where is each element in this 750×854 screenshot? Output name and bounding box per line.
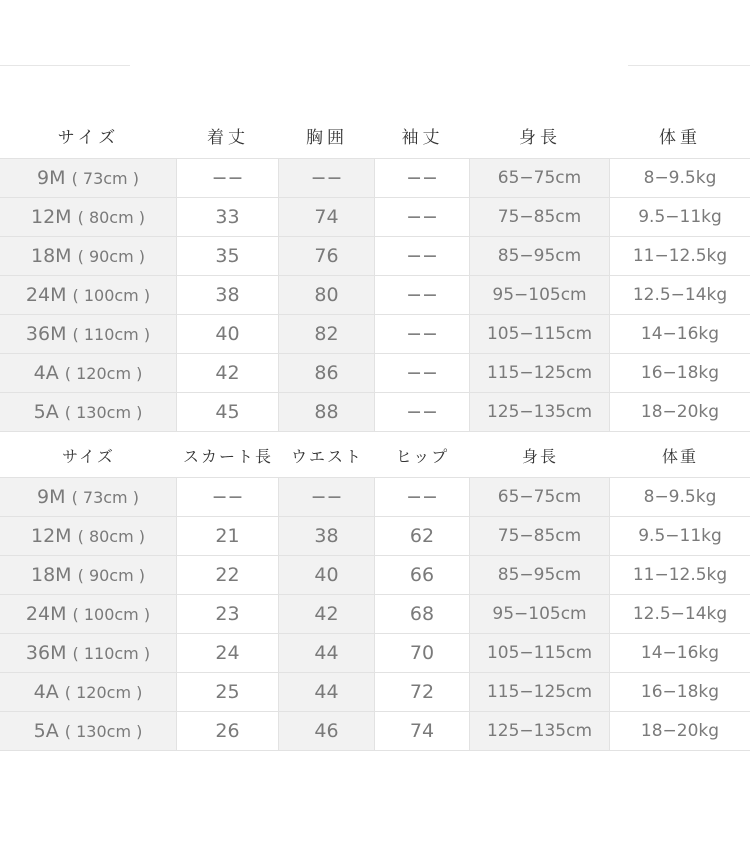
height-cell: 95−105cm <box>470 595 610 633</box>
skirt-length-cell: 22 <box>177 556 279 594</box>
skirt-length-cell: 25 <box>177 673 279 711</box>
table-row <box>0 634 750 673</box>
size-table-tops <box>0 118 750 432</box>
divider-right <box>628 65 750 66</box>
skirt-length-cell: 26 <box>177 712 279 750</box>
chest-cell: −− <box>279 159 375 197</box>
header-height: 身長 <box>519 128 561 148</box>
height-cell: 75−85cm <box>470 198 610 236</box>
height-cell: 125−135cm <box>470 712 610 750</box>
table-row <box>0 478 750 517</box>
sleeve-cell: −− <box>375 315 470 353</box>
table-body <box>0 158 750 432</box>
table-row <box>0 673 750 712</box>
sleeve-cell: −− <box>375 276 470 314</box>
weight-cell: 9.5−11kg <box>638 526 722 546</box>
header-height: 身長 <box>521 447 558 466</box>
size-cell: 5A ( 130cm ) <box>0 712 177 750</box>
hip-cell: 68 <box>375 595 470 633</box>
skirt-length-cell: 23 <box>177 595 279 633</box>
height-cell: 105−115cm <box>470 634 610 672</box>
waist-cell: −− <box>279 478 375 516</box>
size-cell: 18M ( 90cm ) <box>0 237 177 275</box>
header-chest: 胸囲 <box>306 128 348 148</box>
height-cell: 95−105cm <box>470 276 610 314</box>
height-cell: 115−125cm <box>470 673 610 711</box>
header-size: サイズ <box>57 128 120 148</box>
weight-cell: 12.5−14kg <box>632 285 728 305</box>
length-cell: −− <box>177 159 279 197</box>
chest-cell: 86 <box>279 354 375 392</box>
height-cell: 65−75cm <box>470 159 610 197</box>
size-cell: 24M ( 100cm ) <box>0 276 177 314</box>
waist-cell: 44 <box>279 673 375 711</box>
chest-cell: 74 <box>279 198 375 236</box>
skirt-length-cell: 24 <box>177 634 279 672</box>
divider-left <box>0 65 130 66</box>
length-cell: 33 <box>177 198 279 236</box>
skirt-length-cell: −− <box>177 478 279 516</box>
waist-cell: 44 <box>279 634 375 672</box>
waist-cell: 42 <box>279 595 375 633</box>
header-skirt-length: スカート長 <box>182 447 273 466</box>
weight-cell: 16−18kg <box>640 363 720 383</box>
weight-cell: 11−12.5kg <box>632 246 728 266</box>
size-cell: 4A ( 120cm ) <box>0 354 177 392</box>
size-cell: 36M ( 110cm ) <box>0 315 177 353</box>
size-cell: 9M ( 73cm ) <box>0 478 177 516</box>
size-cell: 36M ( 110cm ) <box>0 634 177 672</box>
height-cell: 105−115cm <box>470 315 610 353</box>
table-row <box>0 237 750 276</box>
length-cell: 42 <box>177 354 279 392</box>
weight-cell: 9.5−11kg <box>638 207 722 227</box>
hip-cell: 62 <box>375 517 470 555</box>
height-cell: 75−85cm <box>470 517 610 555</box>
height-cell: 85−95cm <box>470 556 610 594</box>
header-waist: ウエスト <box>290 447 363 466</box>
table-row <box>0 198 750 237</box>
chest-cell: 88 <box>279 393 375 431</box>
sleeve-cell: −− <box>375 198 470 236</box>
table-row <box>0 595 750 634</box>
table-row <box>0 393 750 432</box>
table-row <box>0 276 750 315</box>
weight-cell: 12.5−14kg <box>632 604 728 624</box>
hip-cell: 72 <box>375 673 470 711</box>
size-cell: 12M ( 80cm ) <box>0 517 177 555</box>
sleeve-cell: −− <box>375 354 470 392</box>
height-cell: 115−125cm <box>470 354 610 392</box>
size-cell: 12M ( 80cm ) <box>0 198 177 236</box>
header-size: サイズ <box>62 447 115 466</box>
length-cell: 40 <box>177 315 279 353</box>
table-row <box>0 556 750 595</box>
weight-cell: 8−9.5kg <box>643 168 717 188</box>
header-row <box>0 118 750 158</box>
table-row <box>0 159 750 198</box>
height-cell: 85−95cm <box>470 237 610 275</box>
height-cell: 125−135cm <box>470 393 610 431</box>
weight-cell: 14−16kg <box>640 643 720 663</box>
weight-cell: 18−20kg <box>640 721 720 741</box>
header-weight: 体重 <box>661 447 698 466</box>
header-row <box>0 437 750 477</box>
length-cell: 35 <box>177 237 279 275</box>
length-cell: 38 <box>177 276 279 314</box>
hip-cell: 66 <box>375 556 470 594</box>
size-cell: 4A ( 120cm ) <box>0 673 177 711</box>
hip-cell: 70 <box>375 634 470 672</box>
table-row <box>0 712 750 751</box>
sleeve-cell: −− <box>375 159 470 197</box>
header-weight: 体重 <box>659 128 701 148</box>
size-cell: 18M ( 90cm ) <box>0 556 177 594</box>
header-sleeve: 袖丈 <box>401 128 444 148</box>
length-cell: 45 <box>177 393 279 431</box>
waist-cell: 38 <box>279 517 375 555</box>
size-cell: 5A ( 130cm ) <box>0 393 177 431</box>
sleeve-cell: −− <box>375 237 470 275</box>
table-row <box>0 517 750 556</box>
size-cell: 24M ( 100cm ) <box>0 595 177 633</box>
waist-cell: 40 <box>279 556 375 594</box>
waist-cell: 46 <box>279 712 375 750</box>
skirt-length-cell: 21 <box>177 517 279 555</box>
weight-cell: 18−20kg <box>640 402 720 422</box>
table-row <box>0 354 750 393</box>
weight-cell: 14−16kg <box>640 324 720 344</box>
hip-cell: 74 <box>375 712 470 750</box>
chest-cell: 76 <box>279 237 375 275</box>
size-table-skirt <box>0 437 750 751</box>
chest-cell: 82 <box>279 315 375 353</box>
weight-cell: 16−18kg <box>640 682 720 702</box>
height-cell: 65−75cm <box>470 478 610 516</box>
chest-cell: 80 <box>279 276 375 314</box>
hip-cell: −− <box>375 478 470 516</box>
header-length: 着丈 <box>207 128 249 148</box>
header-hip: ヒップ <box>395 447 450 466</box>
weight-cell: 8−9.5kg <box>643 487 717 507</box>
sleeve-cell: −− <box>375 393 470 431</box>
table-row <box>0 315 750 354</box>
size-cell: 9M ( 73cm ) <box>0 159 177 197</box>
table-body <box>0 477 750 751</box>
weight-cell: 11−12.5kg <box>632 565 728 585</box>
